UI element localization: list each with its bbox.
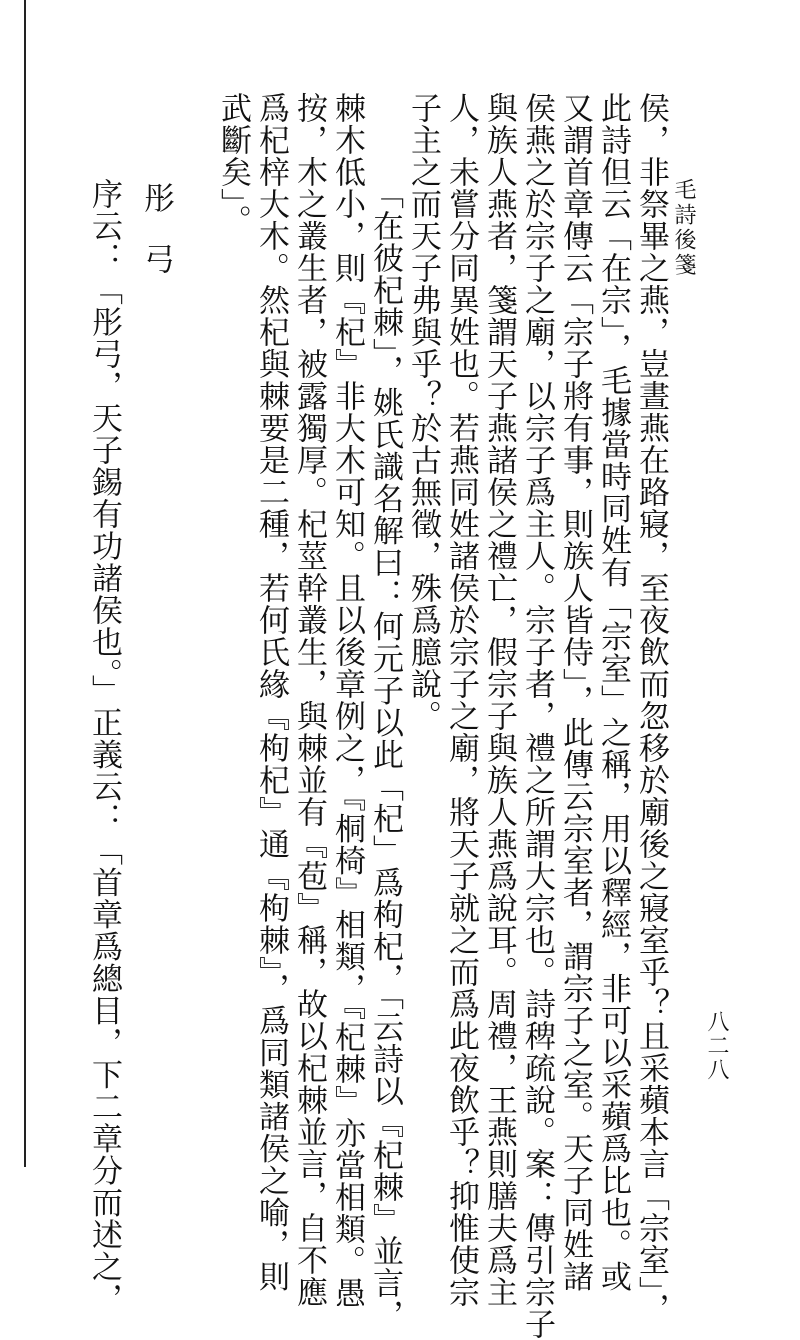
commentary-line: 侯，非祭畢之燕，豈晝燕在路寢，至夜飲而忽移於廟後之寢室乎？且采蘋本言「宗室」，: [633, 92, 669, 1325]
commentary-line: 又謂首章傳云「宗子將有事，則族人皆侍」，此傳云宗室者，謂宗子之室。天子同姓諸: [557, 92, 593, 1293]
section-heading: 彤弓: [138, 182, 174, 304]
book-title: 毛詩後箋: [671, 178, 696, 278]
page-number: 八二八: [704, 1010, 729, 1082]
commentary-line: 人，未嘗分同異姓也。若燕同姓諸侯於宗子之廟，將天子就之而爲此夜飲乎？抑惟使宗: [443, 92, 479, 1308]
commentary-line: 子主之而天子弗與乎？於古無徵，殊爲臆說。: [405, 92, 441, 732]
commentary-line: 按，木之叢生者，被露獨厚。杞莖幹叢生，與棘並有『苞』稱，故以杞棘並言，自不應: [291, 92, 327, 1308]
commentary-line: 與族人燕者，箋謂天子燕諸侯之禮亡，假宗子與族人燕爲說耳。周禮，王燕則膳夫爲主: [481, 92, 517, 1308]
commentary-line: 爲杞梓大木。然杞與棘要是二種，若何氏緣『枸杞』通『枸棘』，爲同類諸侯之喻，則: [253, 92, 289, 1293]
page-edge-line: [24, 0, 26, 1167]
preface-line: 序云：「彤弓，天子錫有功諸侯也。」正義云：「首章爲總目，下二章分而述之，: [86, 178, 122, 1315]
commentary-line: 侯燕之於宗子之廟，以宗子爲主人。宗子者，禮之所謂大宗也。詩稗疏說。案：傳引宗子: [519, 92, 555, 1340]
commentary-line: 棘木低小，則『杞』非大木可知。且以後章例之，『桐椅』相類，『杞棘』亦當相類。愚: [329, 92, 365, 1309]
commentary-line: 武斷矣」。: [215, 92, 251, 237]
commentary-line: 此詩但云「在宗」，毛據當時同姓有「宗室」之稱，用以釋經，非可以采蘋爲比也。或: [595, 92, 631, 1293]
commentary-line: 「在彼杞棘」，姚氏識名解曰：何元子以此「杞」爲枸杞，「云詩以『杞棘』並言，: [367, 178, 403, 1331]
